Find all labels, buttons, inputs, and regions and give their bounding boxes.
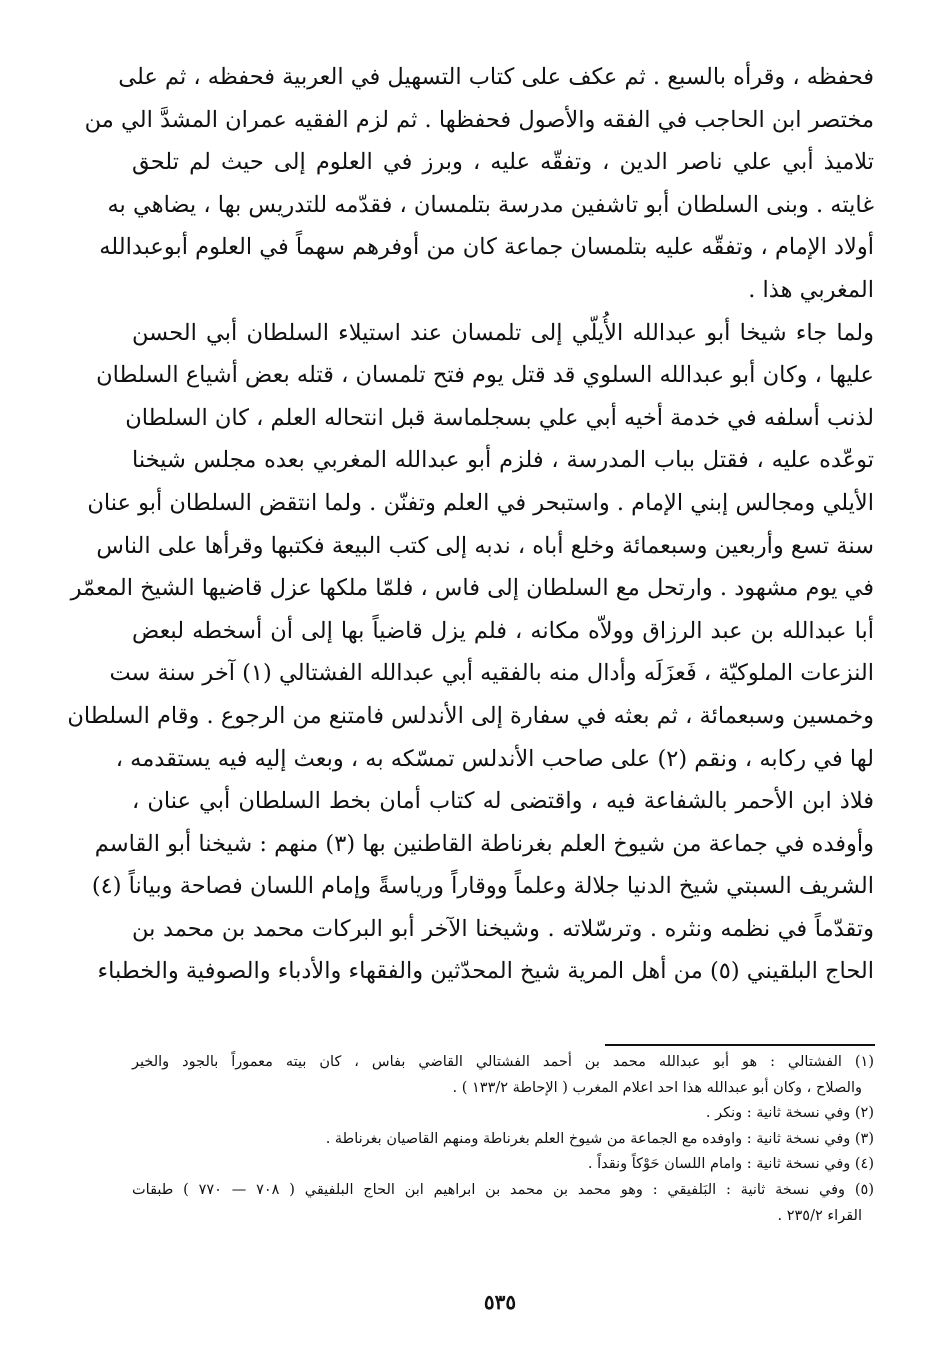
text-line: لذنب أسلفه في خدمة أخيه أبي علي بسجلماسة قبل انتحاله العلم ، كان السلطان <box>125 404 874 431</box>
text-line: فلاذ ابن الأحمر بالشفاعة فيه ، واقتضى له كتاب أمان بخط السلطان أبي عنان ، <box>132 788 874 815</box>
text-line: توعّده عليه ، فقتل بباب المدرسة ، فلزم أبو عبدالله المغربي بعده مجلس شيخنا <box>132 447 874 474</box>
footnote-line: القراء ٢٣٥/٢ . <box>777 1207 862 1224</box>
footnotes <box>132 1050 874 1229</box>
text-line: النزعات الملوكيّة ، فَعزَلَه وأدال منه بالفقيه أبي عبدالله الفشتالي (١) آخر سنة ست <box>109 660 874 687</box>
text-line: أبا عبدالله بن عبد الرزاق وولاّه مكانه ، فلم يزل قاضياً بها إلى أن أسخطه لبعض <box>132 617 874 644</box>
text-line: الأيلي ومجالس إبني الإمام . واستبحر في العلم وتفنّن . ولما انتقض السلطان أبو عنان <box>87 489 874 516</box>
footnote-line: (١) الفشتالي : هو أبو عبدالله محمد بن أحمد الفشتالي القاضي بفاس ، كان بيته معموراً بالجود والخير <box>132 1054 874 1070</box>
text-line: لها في ركابه ، ونقم (٢) على صاحب الأندلس تمسّكه به ، وبعث إليه فيه يستقدمه ، <box>115 745 874 772</box>
text-line: تلاميذ أبي علي ناصر الدين ، وتفقّه عليه ، وبرز في العلوم إلى حيث لم تلحق <box>132 149 874 176</box>
text-line: مختصر ابن الحاجب في الفقه والأصول فحفظها . ثم لزم الفقيه عمران المشدَّ الي من <box>84 106 874 133</box>
footnote-divider <box>605 1044 875 1046</box>
text-line: ولما جاء شيخا أبو عبدالله الأُيلّي إلى تلمسان عند استيلاء السلطان أبي الحسن <box>132 319 874 346</box>
text-line: وأوفده في جماعة من شيوخ العلم بغرناطة القاطنين بها (٣) منهم : شيخنا أبو القاسم <box>94 830 874 857</box>
footnote-line: (٢) وفي نسخة ثانية : ونكر . <box>705 1105 874 1122</box>
text-line: أولاد الإمام ، وتفقّه عليه بتلمسان جماعة كان من أوفرهم سهماً في العلوم أبوعبدالله <box>99 234 874 261</box>
text-line: سنة تسع وأربعين وسبعمائة وخلع أباه ، ندبه إلى كتب البيعة فكتبها وقرأها على الناس <box>96 532 874 559</box>
text-line: في يوم مشهود . وارتحل مع السلطان إلى فاس ، فلمّا ملكها عزل قاضيها الشيخ المعمّر <box>70 575 874 602</box>
text-line: وخمسين وسبعمائة ، ثم بعثه في سفارة إلى الأندلس فامتنع من الرجوع . وقام السلطان <box>67 702 874 729</box>
text-line: الشريف السبتي شيخ الدنيا جلالة وعلماً ووقاراً ورياسةً وإمام اللسان فصاحة وبياناً (٤) <box>91 873 874 900</box>
text-line: عليها ، وكان أبو عبدالله السلوي قد قتل يوم فتح تلمسان ، قتله بعض أشياع السلطان <box>96 362 874 389</box>
text-line: المغربي هذا . <box>748 276 874 303</box>
text-line: غايته . وبنى السلطان أبو تاشفين مدرسة بتلمسان ، فقدّمه للتدريس بها ، يضاهي به <box>107 191 874 218</box>
main-text <box>67 56 874 993</box>
footnote-line: (٤) وفي نسخة ثانية : وامام اللسان حَوْكاً ونقداً . <box>587 1156 874 1173</box>
text-line: الحاج البلقيني (٥) من أهل المرية شيخ المحدّثين والفقهاء والأدباء والصوفية والخطباء <box>97 958 874 985</box>
text-line: فحفظه ، وقرأه بالسبع . ثم عكف على كتاب التسهيل في العربية فحفظه ، ثم على <box>118 64 874 90</box>
footnote-line: والصلاح ، وكان أبو عبدالله هذا احد اعلام المغرب ( الإحاطة ١٣٣/٢ ) . <box>452 1079 862 1096</box>
page-number: ٥٣٥ <box>483 1290 517 1314</box>
footnote-line: (٥) وفي نسخة ثانية : البَلفيقي : وهو محمد بن محمد بن ابراهيم ابن الحاج البلفيقي ( ٧٠٨ — ٧٧٠ ) طبقات <box>132 1181 874 1198</box>
footnote-line: (٣) وفي نسخة ثانية : واوفده مع الجماعة من شيوخ العلم بغرناطة ومنهم القاصيان بغرناطة . <box>325 1130 874 1147</box>
text-line: وتقدّماً في نظمه ونثره . وترسّلاته . وشيخنا الآخر أبو البركات محمد بن محمد بن <box>132 915 874 942</box>
